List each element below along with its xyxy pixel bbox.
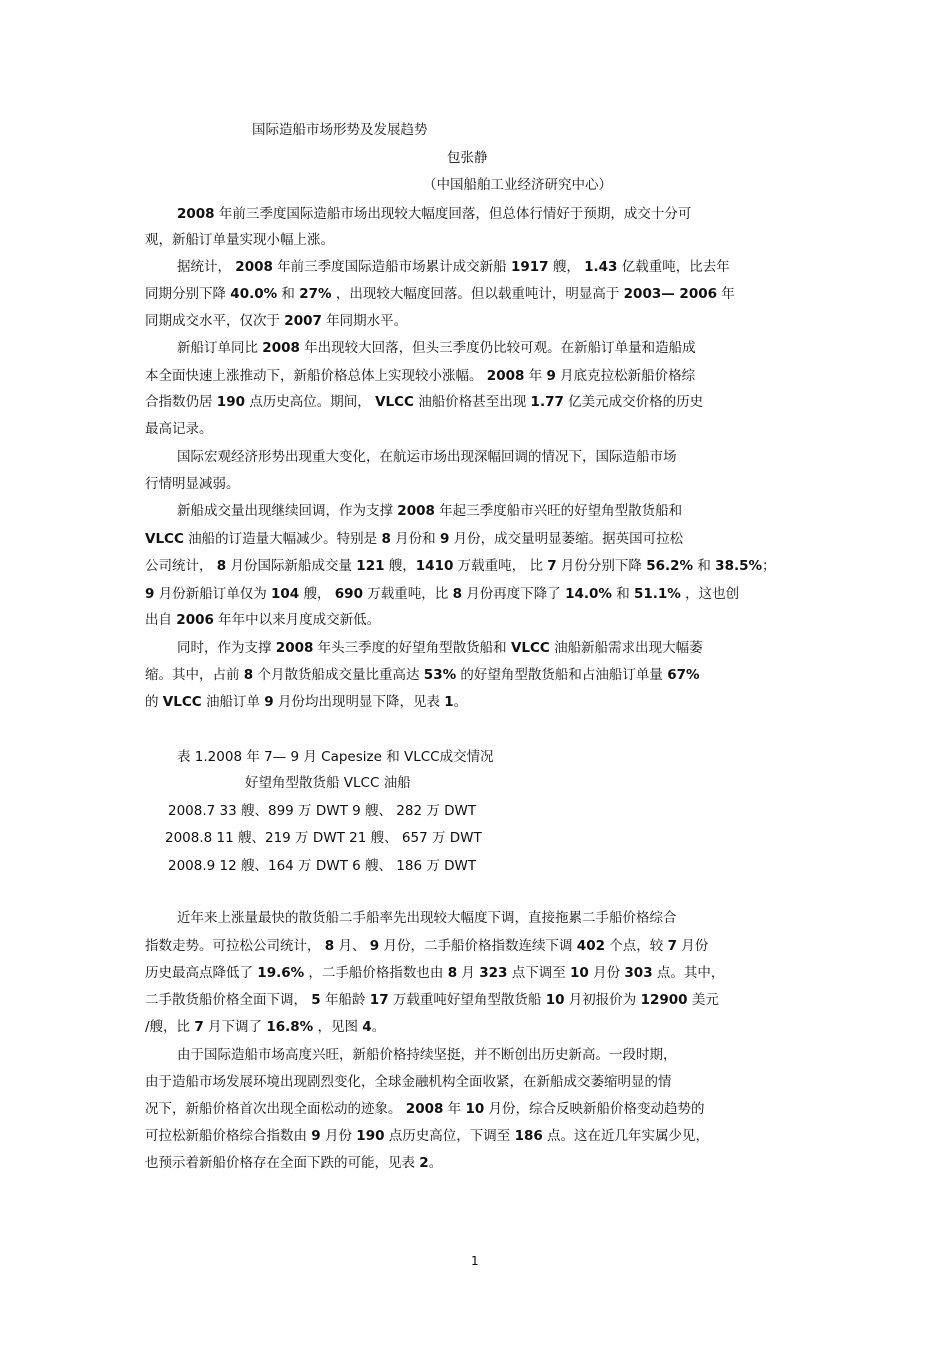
text-run: 1410 <box>415 558 454 574</box>
text-run: 2008.9 12 艘、164 万 DWT 6 艘、 186 万 DWT <box>168 858 477 874</box>
text-run: 月、 <box>334 938 370 954</box>
text-run: 2008 <box>177 206 215 222</box>
text-run: 观，新船订单量实现小幅上涨。 <box>145 232 334 248</box>
text-run: 个点，较 <box>604 938 668 954</box>
text-run: 9 <box>439 531 450 547</box>
text-run: VLCC <box>162 694 202 710</box>
text-line-17 <box>145 588 739 602</box>
text-run: 67% <box>667 667 700 683</box>
text-run: 的好望角型散货船和占油船订单量 <box>456 667 668 683</box>
text-line-31 <box>145 1021 385 1035</box>
text-line-36 <box>145 1157 442 1171</box>
text-run: 402 <box>576 938 605 954</box>
text-run: 好望角型散货船 VLCC 油船 <box>245 775 411 791</box>
text-line-19 <box>177 642 703 656</box>
text-run: 油船的订造量大幅减少。特别是 <box>183 531 382 547</box>
text-line-32 <box>177 1049 677 1063</box>
text-run: 的 <box>145 694 163 710</box>
text-line-15 <box>145 533 683 547</box>
text-run: 由于国际造船市场高度兴旺，新船价格持续坚挺，并不断创出历史新高。一段时期， <box>177 1047 677 1063</box>
text-run: 和 <box>611 586 634 602</box>
text-line-13 <box>145 478 240 492</box>
text-run: 点历史高位。期间， <box>244 394 376 410</box>
text-run: 。 <box>371 1019 386 1035</box>
text-line-24 <box>168 805 476 819</box>
text-line-22 <box>177 751 494 765</box>
text-run: 点历史高位，下调至 <box>384 1128 515 1144</box>
text-run: 月份分别下降 <box>556 558 647 574</box>
text-line-34 <box>145 1103 705 1117</box>
text-run: 同期成交水平，仅次于 <box>145 313 285 329</box>
text-run: ，这也创 <box>680 586 740 602</box>
text-line-35 <box>145 1130 709 1144</box>
text-run: 1 <box>444 694 454 710</box>
text-run: 53% <box>423 667 457 683</box>
text-run: 包张静 <box>447 150 488 166</box>
text-run: 点。其中， <box>652 965 725 981</box>
text-line-6 <box>145 288 735 302</box>
text-run: 17 <box>369 992 389 1008</box>
text-run: 月份再度下降了 <box>461 586 566 602</box>
text-run: VLCC <box>510 640 550 656</box>
text-run: 190 <box>216 394 245 410</box>
text-run: 新船成交量出现继续回调，作为支撑 <box>177 503 398 519</box>
text-run: ，见图 <box>313 1019 363 1035</box>
text-run: 1917 <box>510 259 549 275</box>
text-run: 186 <box>514 1128 543 1144</box>
text-run: 年船龄 <box>320 992 370 1008</box>
text-line-18 <box>145 614 380 628</box>
text-run: 月份新船订单仅为 <box>154 586 271 602</box>
text-run: 和 <box>693 558 716 574</box>
text-line-5 <box>177 261 730 275</box>
text-run: 9 <box>369 938 380 954</box>
text-line-4 <box>145 234 334 248</box>
text-run: 国际宏观经济形势出现重大变化，在航运市场出现深幅回调的情况下，国际造船市场 <box>177 449 677 465</box>
text-run: 油船新船需求出现大幅萎 <box>549 640 703 656</box>
text-run: 5 <box>311 992 321 1008</box>
text-run: 据统计， <box>177 259 236 275</box>
text-run: 月份 <box>320 1128 357 1144</box>
text-run: 历史最高点降低了 <box>145 965 258 981</box>
text-run: 2008 <box>275 640 314 656</box>
text-run: 万载重吨， 比 <box>453 558 548 574</box>
text-run: 可拉松新船价格综合指数由 <box>145 1128 312 1144</box>
text-run: 年前三季度国际造船市场累计成交新船 <box>272 259 511 275</box>
text-run: ，二手船价格指数也由 <box>304 965 448 981</box>
text-line-20 <box>145 669 700 683</box>
text-run: 月份和 <box>390 531 440 547</box>
text-run: 年 <box>443 1101 466 1117</box>
text-run: 104 <box>271 586 300 602</box>
text-line-26 <box>168 860 476 874</box>
text-run: （中国船舶工业经济研究中心） <box>423 177 612 193</box>
text-run: 年 <box>717 286 735 302</box>
text-run: 同时，作为支撑 <box>177 640 276 656</box>
text-run: 7 <box>667 938 677 954</box>
text-run: 油船订单 <box>201 694 265 710</box>
text-run: 万载重吨，比 <box>362 586 453 602</box>
text-run: 年 <box>524 368 547 384</box>
text-run: 月 <box>457 965 480 981</box>
text-run: 点下调至 <box>507 965 571 981</box>
text-run: 10 <box>570 965 589 981</box>
text-run: 19.6% <box>257 965 305 981</box>
text-run: 个月散货船成交量比重高达 <box>253 667 424 683</box>
text-line-25 <box>165 832 482 846</box>
text-run: 二手散货船价格全面下调， <box>145 992 312 1008</box>
text-run: 由于造船市场发展环境出现剧烈变化，全球金融机构全面收紧，在新船成交萎缩明显的情 <box>145 1074 672 1090</box>
text-run: 本全面快速上涨推动下，新船价格总体上实现较小涨幅。 <box>145 368 487 384</box>
doc-title <box>252 124 428 138</box>
text-run: 月份国际新船成交量 <box>226 558 357 574</box>
text-run: 2008 <box>397 503 435 519</box>
text-run: 年起三季度船市兴旺的好望角型散货船和 <box>434 503 683 519</box>
text-run: 2006 <box>176 612 214 628</box>
text-run: 190 <box>356 1128 385 1144</box>
text-run: 新船订单同比 <box>177 340 263 356</box>
text-run: 40.0% <box>230 286 278 302</box>
text-run: 国际造船市场形势及发展趋势 <box>252 122 428 138</box>
text-line-9 <box>145 370 695 384</box>
text-line-3 <box>177 208 691 222</box>
text-run: 690 <box>334 586 363 602</box>
text-line-7 <box>145 315 407 329</box>
text-run: 2003— 2006 <box>623 286 718 302</box>
text-run: 9 <box>546 368 556 384</box>
text-run: 14.0% <box>565 586 612 602</box>
text-line-23 <box>245 777 411 791</box>
text-run: 8 <box>243 667 254 683</box>
text-run: 7 <box>547 558 557 574</box>
text-run: 合指数仍居 <box>145 394 217 410</box>
text-run: 月份，成交量明显萎缩。据英国可拉松 <box>449 531 684 547</box>
text-line-10 <box>145 396 703 410</box>
text-run: 也预示着新船价格存在全面下跌的可能，见表 <box>145 1155 420 1171</box>
text-run: 艘， <box>548 259 585 275</box>
text-run: 2008.7 33 艘、899 万 DWT 9 艘、 282 万 DWT <box>168 803 477 819</box>
text-run: 8 <box>381 531 391 547</box>
text-line-12 <box>177 451 677 465</box>
text-run: 年头三季度的好望角型散货船和 <box>313 640 511 656</box>
text-run: 月份 <box>676 938 709 954</box>
text-line-21 <box>145 696 467 710</box>
text-run: 1.77 <box>530 394 564 410</box>
page-number: 1 <box>471 1254 479 1268</box>
text-run: 行情明显减弱。 <box>145 476 240 492</box>
text-run: 9 <box>264 694 274 710</box>
text-run: 2007 <box>284 313 322 329</box>
text-run: 。 <box>453 694 468 710</box>
text-run: ，出现较大幅度回落。但以载重吨计，明显高于 <box>331 286 624 302</box>
text-run: 月份 <box>588 965 625 981</box>
text-run: 近年来上涨量最快的散货船二手船率先出现较大幅度下调，直接拖累二手船价格综合 <box>177 910 677 926</box>
text-run: 1.43 <box>584 259 618 275</box>
text-run: 月下调了 <box>203 1019 267 1035</box>
text-run: /艘，比 <box>145 1019 195 1035</box>
text-line-28 <box>145 940 708 954</box>
text-run: 亿载重吨，比去年 <box>617 259 730 275</box>
text-run: 美元 <box>687 992 719 1008</box>
text-run: 2008 <box>262 340 300 356</box>
text-run: 点。这在近几年实属少见， <box>542 1128 710 1144</box>
text-run: 出自 <box>145 612 177 628</box>
text-line-8 <box>177 342 696 356</box>
text-line-14 <box>177 505 682 519</box>
text-run: 表 1.2008 年 7— 9 月 Capesize 和 VLCC成交情况 <box>177 749 494 765</box>
text-line-27 <box>177 912 677 926</box>
text-run: 公司统计， <box>145 558 217 574</box>
text-run: 56.2% <box>646 558 694 574</box>
text-run: 121 <box>356 558 385 574</box>
text-run: 年同期水平。 <box>321 313 408 329</box>
text-run: 8 <box>324 938 335 954</box>
text-run: 同期分别下降 <box>145 286 231 302</box>
text-line-11 <box>145 423 213 437</box>
text-line-29 <box>145 967 724 981</box>
text-run: 2008.8 11 艘、219 万 DWT 21 艘、 657 万 DWT <box>165 830 482 846</box>
text-run: 4 <box>362 1019 372 1035</box>
text-run: 8 <box>216 558 227 574</box>
text-run: 38.5% <box>715 558 763 574</box>
text-run: 月份，二手船价格指数连续下调 <box>379 938 577 954</box>
text-run: ； <box>762 558 776 574</box>
text-run: 指数走势。可拉松公司统计， <box>145 938 325 954</box>
text-run: 况下，新船价格首次出现全面松动的迹象。 <box>145 1101 406 1117</box>
doc-affiliation <box>423 179 612 193</box>
text-run: 10 <box>545 992 565 1008</box>
text-run: 油船价格甚至出现 <box>413 394 531 410</box>
text-run: 年年中以来月度成交新低。 <box>213 612 381 628</box>
text-run: 亿美元成交价格的历史 <box>563 394 704 410</box>
text-run: 303 <box>624 965 653 981</box>
text-run: 缩。其中，占前 <box>145 667 244 683</box>
text-run: 27% <box>299 286 332 302</box>
text-run: 8 <box>447 965 458 981</box>
text-run: 。 <box>428 1155 443 1171</box>
text-run: 10 <box>465 1101 485 1117</box>
text-run: 16.8% <box>266 1019 314 1035</box>
text-run: 2008 <box>486 368 525 384</box>
text-line-16 <box>145 560 776 574</box>
text-run: VLCC <box>375 394 414 410</box>
text-run: 9 <box>311 1128 321 1144</box>
text-run: 51.1% <box>634 586 681 602</box>
text-run: 7 <box>194 1019 204 1035</box>
text-line-30 <box>145 994 719 1008</box>
text-run: 万载重吨好望角型散货船 <box>388 992 546 1008</box>
text-run: 2008 <box>405 1101 444 1117</box>
text-run: 月份，综合反映新船价格变动趋势的 <box>484 1101 705 1117</box>
text-run: 艘， <box>384 558 416 574</box>
text-run: 月初报价为 <box>564 992 641 1008</box>
text-run: 2008 <box>235 259 273 275</box>
text-run: 323 <box>479 965 508 981</box>
text-run: 月底克拉松新船价格综 <box>555 368 696 384</box>
text-run: 年出现较大回落，但头三季度仍比较可观。在新船订单量和造船成 <box>299 340 696 356</box>
text-run: 12900 <box>640 992 688 1008</box>
text-run: 8 <box>452 586 462 602</box>
text-run: 2 <box>419 1155 429 1171</box>
text-run: 9 <box>145 586 155 602</box>
text-line-33 <box>145 1076 672 1090</box>
text-run: 和 <box>277 286 300 302</box>
text-run: 艘， <box>299 586 335 602</box>
text-run: VLCC <box>145 531 184 547</box>
text-run: 月份均出现明显下降，见表 <box>273 694 445 710</box>
doc-author <box>447 152 488 166</box>
text-run: 年前三季度国际造船市场出现较大幅度回落，但总体行情好于预期，成交十分可 <box>214 206 692 222</box>
text-run: 最高记录。 <box>145 421 213 437</box>
